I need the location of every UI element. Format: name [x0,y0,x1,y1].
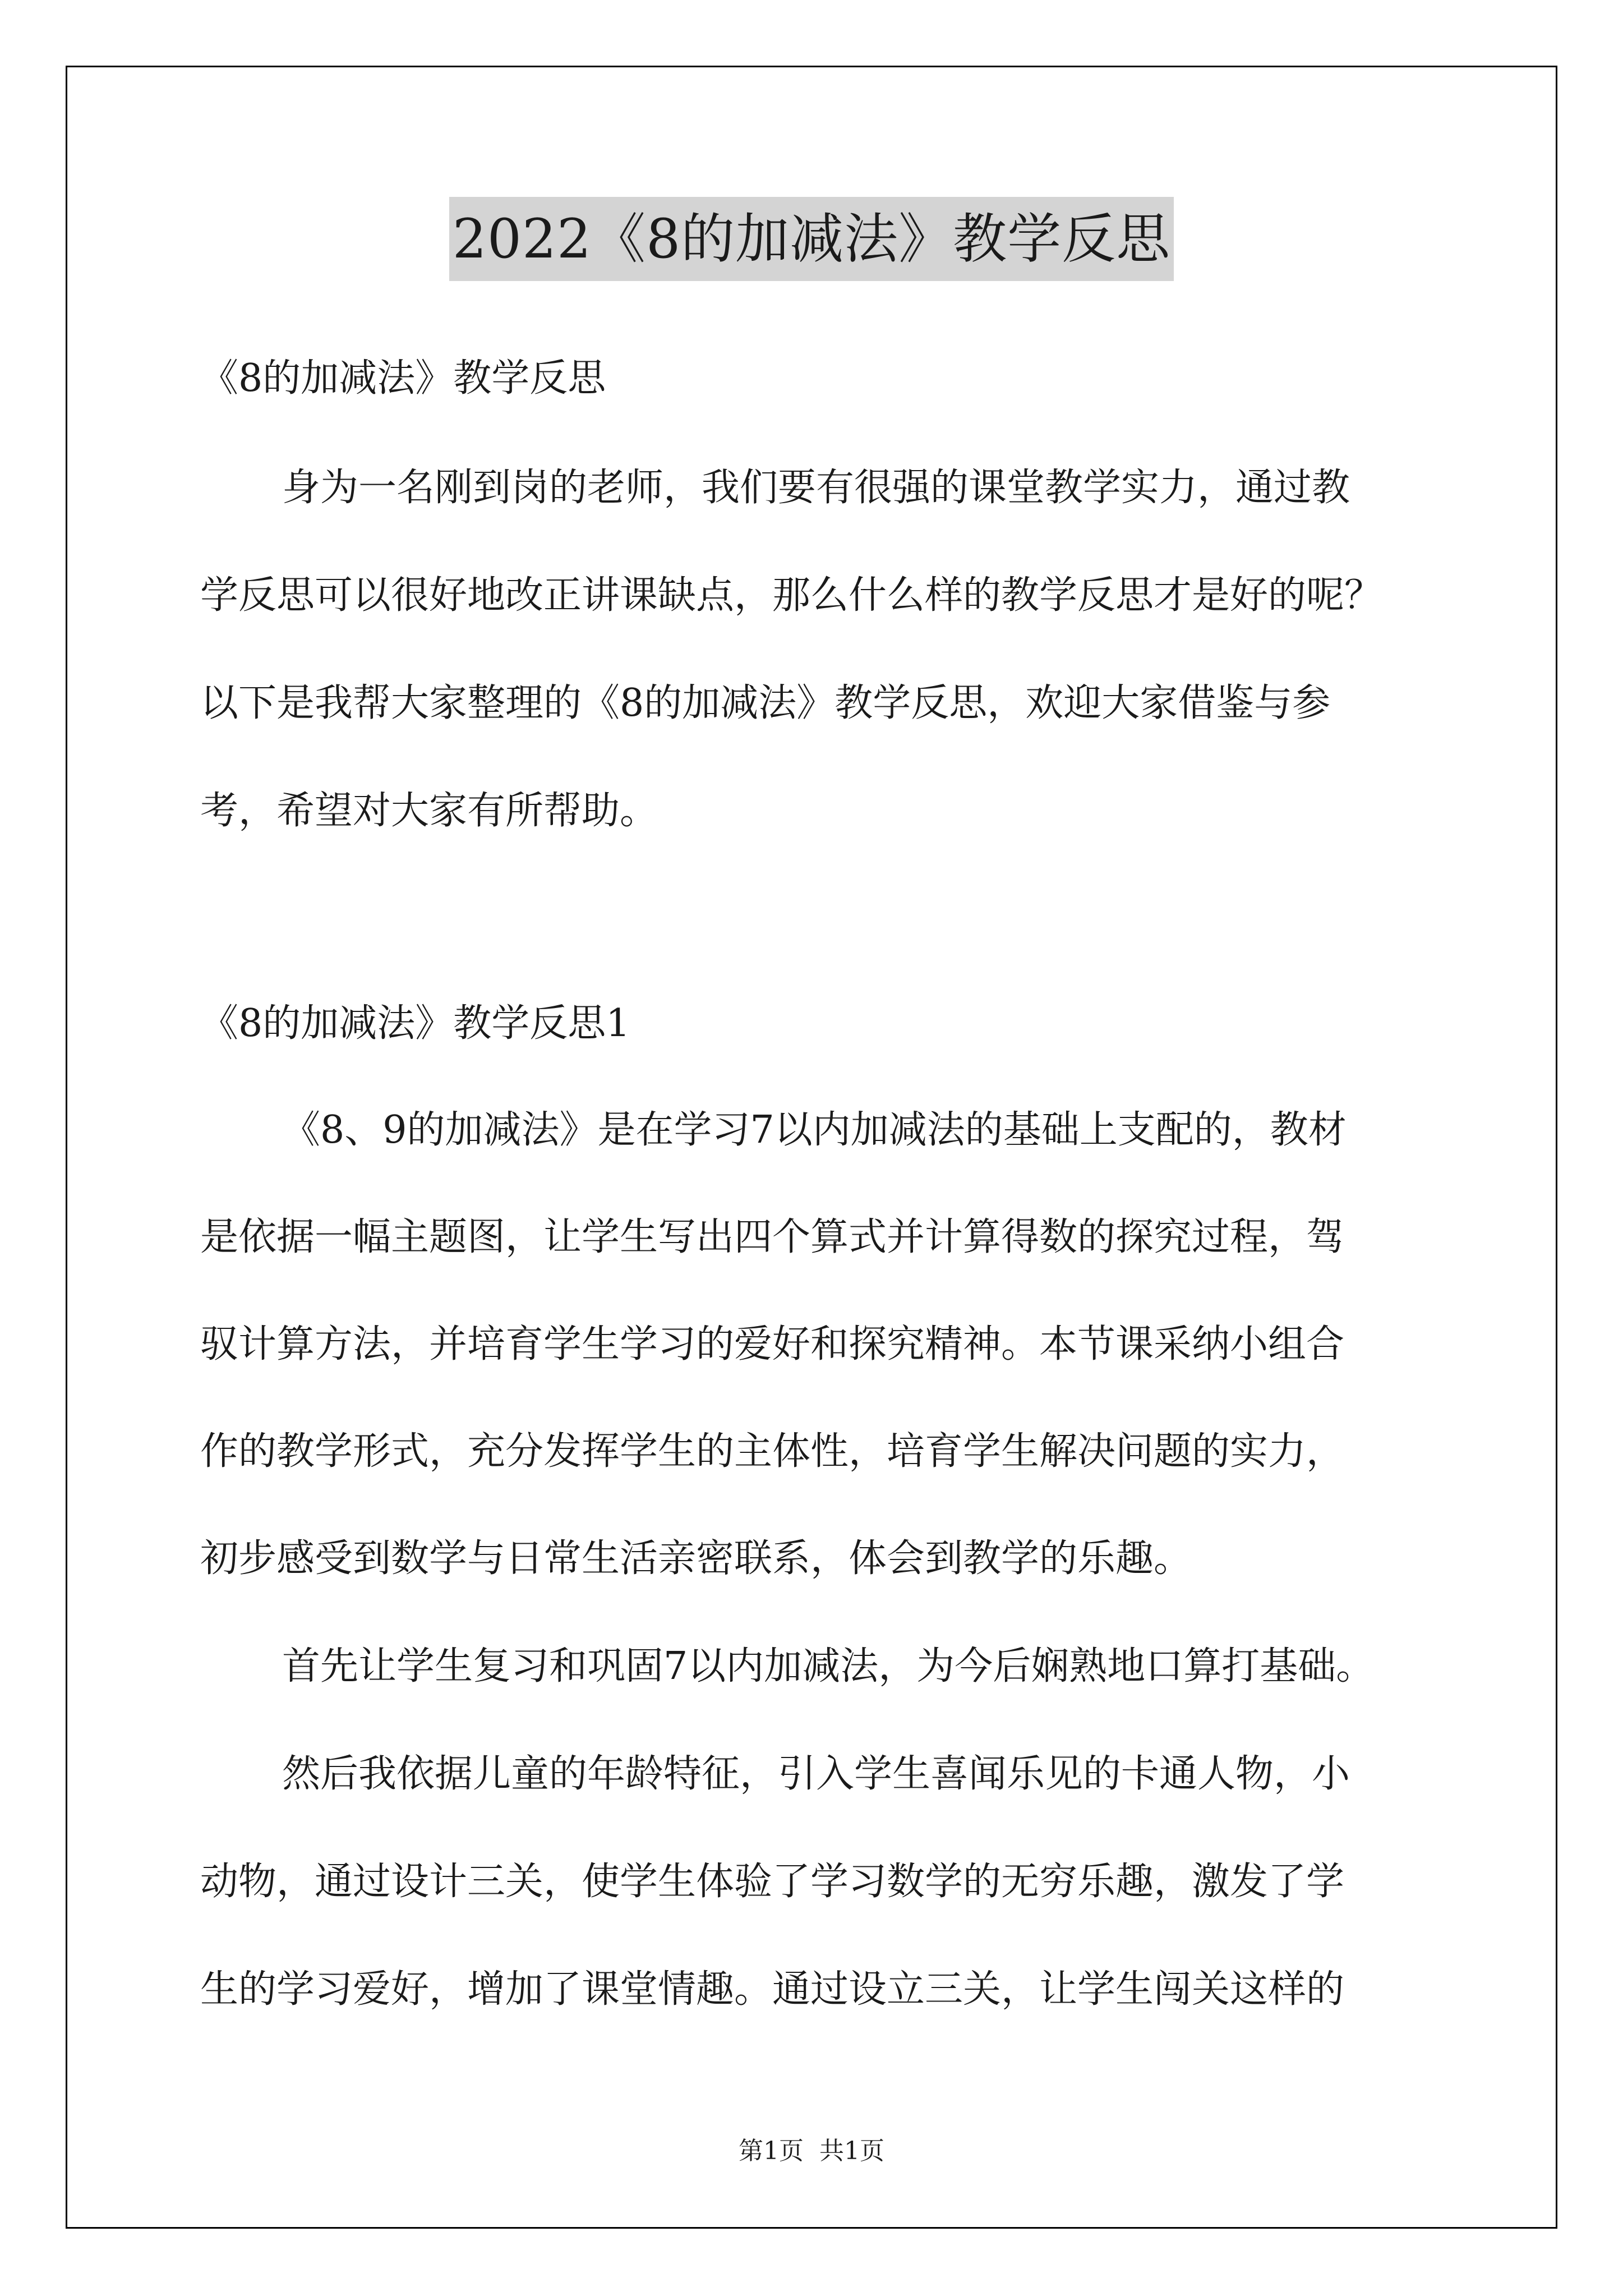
paragraph-line: 初步感受到数学与日常生活亲密联系，体会到教学的乐趣。 [200,1536,1192,1581]
paragraph-line: 身为一名刚到岗的老师，我们要有很强的课堂教学实力，通过教 [282,466,1350,510]
paragraph-line: 生的学习爱好，增加了课堂情趣。通过设立三关，让学生闯关这样的 [200,1967,1345,2012]
paragraph-line: 学反思可以很好地改正讲课缺点，那么什么样的教学反思才是好的呢？ [200,573,1383,618]
section-heading: 《8的加减法》教学反思 [200,356,606,401]
paragraph-line: 《8、9的加减法》是在学习7以内加减法的基础上支配的，教材 [282,1108,1347,1152]
page-number: 第1页 [739,2137,804,2165]
section-heading: 《8的加减法》教学反思1 [200,1001,630,1046]
paragraph-line: 驭计算方法，并培育学生学习的爱好和探究精神。本节课采纳小组合 [200,1322,1345,1366]
paragraph-line: 以下是我帮大家整理的《8的加减法》教学反思，欢迎大家借鉴与参 [200,681,1331,725]
page-footer [0,2134,1623,2168]
paragraph-line: 作的教学形式，充分发挥学生的主体性，培育学生解决问题的实力， [200,1429,1345,1474]
document-title: 2022《8的加减法》教学反思 [449,197,1174,281]
paragraph-line: 然后我依据儿童的年龄特征，引入学生喜闻乐见的卡通人物，小 [282,1752,1350,1796]
paragraph-line: 动物，通过设计三关，使学生体验了学习数学的无穷乐趣，激发了学 [200,1860,1345,1904]
paragraph-line: 考，希望对大家有所帮助。 [200,789,658,833]
paragraph-line: 首先让学生复习和巩固7以内加减法，为今后娴熟地口算打基础。 [282,1644,1375,1688]
title-container [0,197,1623,281]
paragraph-line: 是依据一幅主题图，让学生写出四个算式并计算得数的探究过程，驾 [200,1215,1345,1259]
page-total: 共1页 [819,2137,884,2165]
